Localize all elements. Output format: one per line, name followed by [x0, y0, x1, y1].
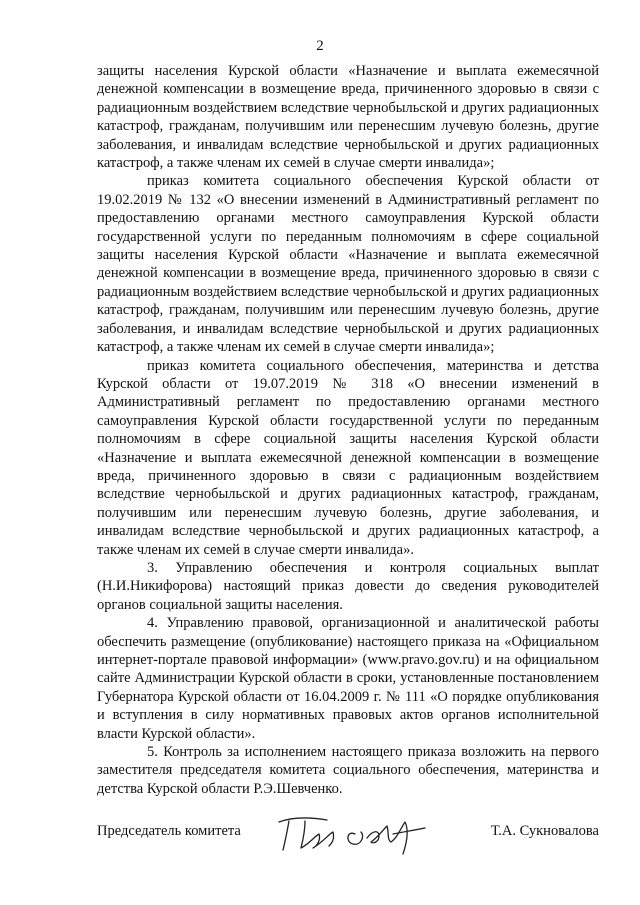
paragraph-item-4: 4. Управлению правовой, организационной и аналитической работы обеспечить размещение (опубликование) настоящего приказа на «Официальном интернет-портале правовой информации» (www.pravo.gov.ru) и на официальном сайте Администрации Курской области в сроки, установленные постановлением Губернатора Курской области от 16.04.2009 г. № 111 «О порядке опубликования и вступления в силу нормативных правовых актов органов исполнительной власти Курской области».: [97, 615, 599, 742]
signature-block: [97, 818, 599, 858]
document-body: [97, 62, 599, 798]
paragraph-item-5: 5. Контроль за исполнением настоящего приказа возложить на первого заместителя председателя комитета социального обеспечения, материнства и детства Курской области Р.Э.Шевченко.: [97, 744, 599, 797]
paragraph-item-3: 3. Управлению обеспечения и контроля социальных выплат (Н.И.Никифорова) настоящий приказ довести до сведения руководителей органов социальной защиты населения.: [97, 559, 599, 613]
paragraph-continuation: защиты населения Курской области «Назначение и выплата ежемесячной денежной компенсации в возмещение вреда, причиненного здоровью в связи с радиационным воздействием вследствие чернобыльской и других радиационных катастроф, гражданам, получившим или перенесшим лучевую болезнь, другие заболевания, и инвалидам вследствие чернобыльской и других радиационных катастроф, а также членам их семей в случае смерти инвалида»;: [97, 63, 599, 172]
paragraph-order-132: приказ комитета социального обеспечения Курской области от 19.02.2019 № 132 «О внесении изменений в Административный регламент по предоставлению органами местного самоуправления Курской области государственной услуги по переданным полномочиям в сфере социальной защиты населения Курской области «Назначение и выплата ежемесячной денежной компенсации в возмещение вреда, причиненного здоровью в связи с радиационным воздействием вследствие чернобыльской и других радиационных катастроф, гражданам, получившим или перенесшим лучевую болезнь, другие заболевания, и инвалидам вследствие чернобыльской и других радиационных катастроф, а также членам их семей в случае смерти инвалида»;: [97, 173, 599, 356]
handwritten-signature: [275, 812, 435, 856]
paragraph-order-318: приказ комитета социального обеспечения, материнства и детства Курской области от 19.07.2019 № 318 «О внесении изменений в Административный регламент по предоставлению органами местного самоуправления Курской области государственной услуги по переданным полномочиям в сфере социальной защиты населения Курской области «Назначение и выплата ежемесячной денежной компенсации в возмещение вреда, причиненного здоровью в связи с радиационным воздействием вследствие чернобыльской и других радиационных катастроф, гражданам, получившим или перенесшим лучевую болезнь, другие заболевания, и инвалидам вследствие чернобыльской и других радиационных катастроф, а также членам их семей в случае смерти инвалида».: [97, 357, 599, 558]
signer-name: Т.А. Сукновалова: [490, 823, 599, 839]
signer-title: Председатель комитета: [97, 823, 241, 839]
page-number: 2: [316, 38, 324, 54]
